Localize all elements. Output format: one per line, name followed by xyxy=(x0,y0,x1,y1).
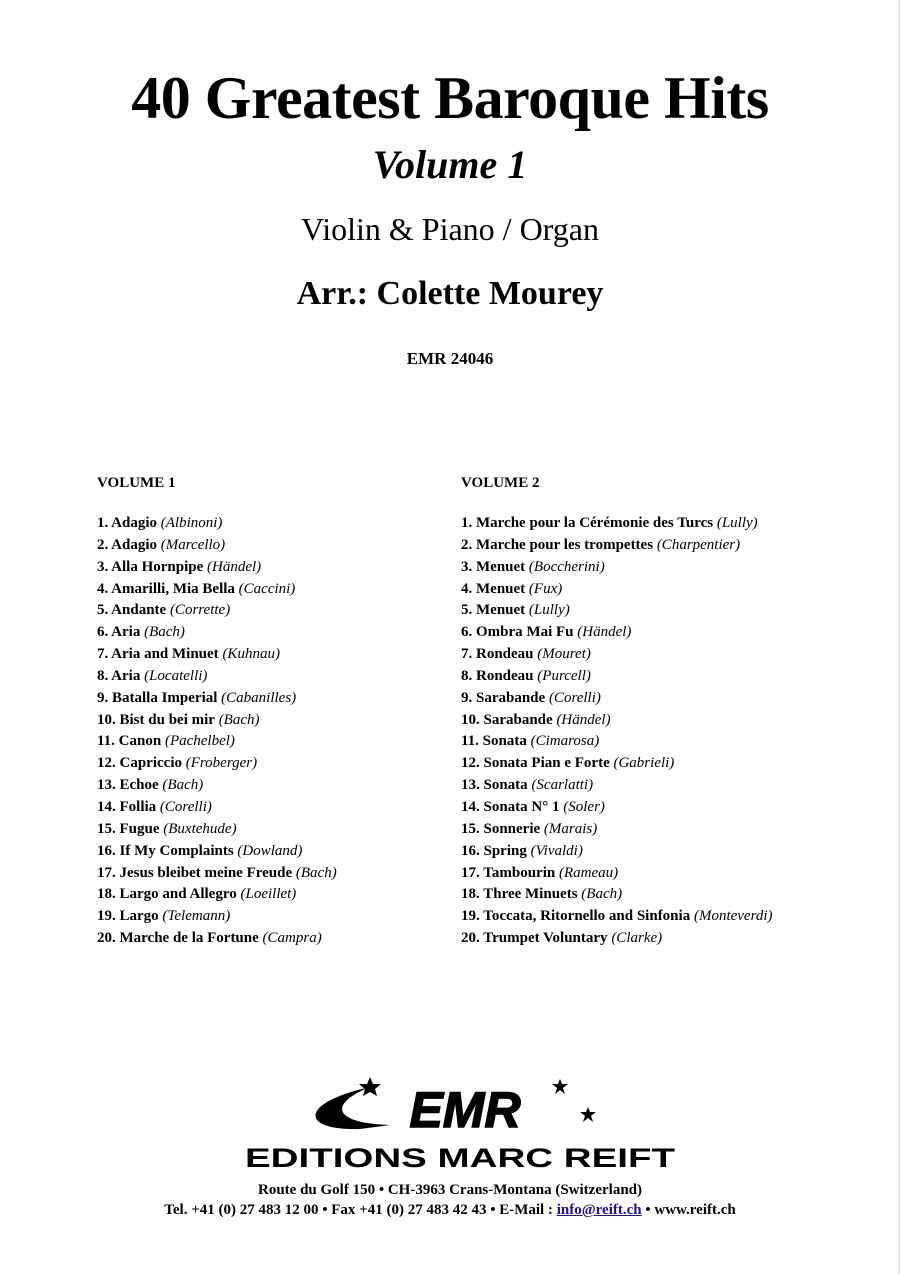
volume-2-item xyxy=(461,884,891,906)
composer-name: (Pachelbel) xyxy=(164,733,235,750)
volume-2-column xyxy=(461,472,891,950)
composer-name: (Bach) xyxy=(581,886,623,903)
volume-2-heading: VOLUME 2 xyxy=(461,475,540,491)
piece-title: 16. Spring xyxy=(461,842,527,859)
piece-title: 2. Marche pour les trompettes xyxy=(461,536,654,553)
composer-name: (Bach) xyxy=(295,864,337,881)
composer-name: (Vivaldi) xyxy=(530,842,583,859)
volume-subtitle: Volume 1 xyxy=(372,142,528,187)
volume-1-item xyxy=(97,644,447,666)
composer-name: (Bach) xyxy=(218,711,260,728)
volume-2-item xyxy=(461,906,891,928)
star-icon xyxy=(552,1079,568,1094)
volume-2-item xyxy=(461,797,891,819)
volume-2-item xyxy=(461,666,891,688)
piece-title: 3. Menuet xyxy=(461,558,526,575)
piece-title: 9. Sarabande xyxy=(461,689,546,706)
composer-name: (Clarke) xyxy=(611,930,663,947)
composer-name: (Corelli) xyxy=(548,689,601,706)
composer-name: (Gabrieli) xyxy=(613,755,675,772)
volume-1-item xyxy=(97,775,447,797)
instrumentation: Violin & Piano / Organ xyxy=(301,211,599,247)
piece-title: 13. Sonata xyxy=(461,777,528,794)
composer-name: (Bach) xyxy=(162,777,204,794)
volume-1-item xyxy=(97,884,447,906)
contact-website: • www.reift.ch xyxy=(641,1202,736,1218)
composer-name: (Albinoni) xyxy=(160,515,223,531)
piece-title: 6. Ombra Mai Fu xyxy=(461,624,574,641)
composer-name: (Marais) xyxy=(543,820,598,837)
piece-title: 1. Marche pour la Cérémonie des Turcs xyxy=(461,515,714,531)
volume-1-item xyxy=(97,666,447,688)
composer-name: (Soler) xyxy=(563,798,605,815)
volume-2-item xyxy=(461,622,891,644)
volume-1-item xyxy=(97,819,447,841)
composer-name: (Campra) xyxy=(262,930,322,947)
piece-title: 9. Batalla Imperial xyxy=(97,689,218,706)
composer-name: (Boccherini) xyxy=(528,558,605,575)
piece-title: 5. Andante xyxy=(97,602,167,619)
page-title: 40 Greatest Baroque Hits xyxy=(131,65,769,131)
piece-title: 15. Sonnerie xyxy=(461,820,541,837)
composer-name: (Rameau) xyxy=(558,864,619,881)
volume-1-item xyxy=(97,622,447,644)
piece-title: 16. If My Complaints xyxy=(97,842,234,859)
volume-2-item xyxy=(461,819,891,841)
piece-title: 17. Jesus bleibet meine Freude xyxy=(97,864,293,881)
piece-title: 19. Toccata, Ritornello and Sinfonia xyxy=(461,908,691,925)
piece-title: 10. Bist du bei mir xyxy=(97,711,215,728)
publisher-contact xyxy=(0,1199,900,1221)
volume-2-item xyxy=(461,928,891,950)
composer-name: (Loeillet) xyxy=(240,886,297,903)
piece-title: 4. Amarilli, Mia Bella xyxy=(97,580,235,597)
composer-name: (Buxtehude) xyxy=(163,820,237,837)
composer-name: (Locatelli) xyxy=(144,667,208,684)
volume-1-list xyxy=(97,513,447,950)
piece-title: 20. Trumpet Voluntary xyxy=(461,930,608,947)
volume-1-item xyxy=(97,579,447,601)
publisher-name: EDITIONS MARC REIFT xyxy=(245,1143,676,1173)
composer-name: (Froberger) xyxy=(185,755,258,772)
volume-2-item xyxy=(461,557,891,579)
piece-title: 12. Sonata Pian e Forte xyxy=(461,755,610,772)
piece-title: 13. Echoe xyxy=(97,777,159,794)
volume-1-item xyxy=(97,710,447,732)
composer-name: (Händel) xyxy=(207,558,262,575)
volume-1-heading: VOLUME 1 xyxy=(97,475,176,491)
composer-name: (Charpentier) xyxy=(656,536,741,553)
piece-title: 3. Alla Hornpipe xyxy=(97,558,204,575)
volume-2-item xyxy=(461,753,891,775)
volume-2-item xyxy=(461,513,891,535)
volume-2-list xyxy=(461,513,891,950)
volume-1-item xyxy=(97,688,447,710)
composer-name: (Kuhnau) xyxy=(222,646,280,663)
arranger: Arr.: Colette Mourey xyxy=(296,275,604,312)
piece-title: 20. Marche de la Fortune xyxy=(97,930,259,947)
volume-1-item xyxy=(97,841,447,863)
piece-title: 6. Aria xyxy=(97,624,141,641)
composer-name: (Monteverdi) xyxy=(693,908,773,925)
composer-name: (Mouret) xyxy=(537,646,591,663)
volume-1-item xyxy=(97,535,447,557)
piece-title: 14. Follia xyxy=(97,798,157,815)
volume-2-item xyxy=(461,535,891,557)
piece-title: 7. Rondeau xyxy=(461,646,534,663)
composer-name: (Corrette) xyxy=(169,602,231,619)
volume-1-item xyxy=(97,557,447,579)
composer-name: (Dowland) xyxy=(237,842,303,859)
star-icon xyxy=(359,1077,381,1096)
email-link[interactable]: info@reift.ch xyxy=(556,1202,642,1218)
composer-name: (Cabanilles) xyxy=(221,689,297,706)
piece-title: 1. Adagio xyxy=(97,515,158,531)
piece-title: 10. Sarabande xyxy=(461,711,553,728)
volume-1-item xyxy=(97,797,447,819)
piece-title: 15. Fugue xyxy=(97,820,160,837)
emr-logo-text: EMR xyxy=(409,1082,521,1138)
volume-2-item xyxy=(461,600,891,622)
composer-name: (Händel) xyxy=(577,624,632,641)
piece-title: 8. Aria xyxy=(97,667,141,684)
piece-title: 8. Rondeau xyxy=(461,667,534,684)
composer-name: (Händel) xyxy=(556,711,611,728)
piece-title: 19. Largo xyxy=(97,908,159,925)
piece-title: 17. Tambourin xyxy=(461,864,556,881)
contact-phone-fax: Tel. +41 (0) 27 483 12 00 • Fax +41 (0) 27 483 42 43 • E-Mail : xyxy=(164,1202,557,1218)
volume-2-item xyxy=(461,841,891,863)
composer-name: (Lully) xyxy=(716,515,758,531)
piece-title: 12. Capriccio xyxy=(97,755,182,772)
composer-name: (Lully) xyxy=(528,602,570,619)
composer-name: (Telemann) xyxy=(162,908,231,925)
composer-name: (Bach) xyxy=(144,624,185,641)
volume-1-item xyxy=(97,753,447,775)
composer-name: (Cimarosa) xyxy=(530,733,600,750)
composer-name: (Marcello) xyxy=(160,536,226,553)
volume-1-item xyxy=(97,731,447,753)
volume-1-item xyxy=(97,600,447,622)
volume-1-item xyxy=(97,863,447,885)
publisher-logo xyxy=(240,1073,680,1173)
composer-name: (Purcell) xyxy=(537,667,591,684)
piece-title: 7. Aria and Minuet xyxy=(97,646,219,663)
volume-1-item xyxy=(97,513,447,535)
volume-2-item xyxy=(461,710,891,732)
piece-title: 4. Menuet xyxy=(461,580,526,597)
publisher-address: Route du Golf 150 • CH-3963 Crans-Montana (Switzerland) xyxy=(258,1182,642,1198)
piece-title: 2. Adagio xyxy=(97,536,158,553)
piece-title: 5. Menuet xyxy=(461,602,526,619)
star-icon xyxy=(580,1107,596,1122)
composer-name: (Corelli) xyxy=(159,798,212,815)
volume-1-item xyxy=(97,928,447,950)
piece-title: 18. Three Minuets xyxy=(461,886,578,903)
volume-1-column xyxy=(97,472,447,950)
volume-2-item xyxy=(461,644,891,666)
volume-2-item xyxy=(461,775,891,797)
volume-1-item xyxy=(97,906,447,928)
piece-title: 11. Sonata xyxy=(461,733,527,750)
composer-name: (Scarlatti) xyxy=(531,777,594,794)
catalog-number: EMR 24046 xyxy=(406,349,494,368)
volume-2-item xyxy=(461,731,891,753)
composer-name: (Caccini) xyxy=(238,580,296,597)
volume-2-item xyxy=(461,579,891,601)
piece-title: 18. Largo and Allegro xyxy=(97,886,237,903)
piece-title: 14. Sonata N° 1 xyxy=(461,798,560,815)
piece-title: 11. Canon xyxy=(97,733,162,750)
composer-name: (Fux) xyxy=(528,580,563,597)
volume-2-item xyxy=(461,688,891,710)
volume-2-item xyxy=(461,863,891,885)
